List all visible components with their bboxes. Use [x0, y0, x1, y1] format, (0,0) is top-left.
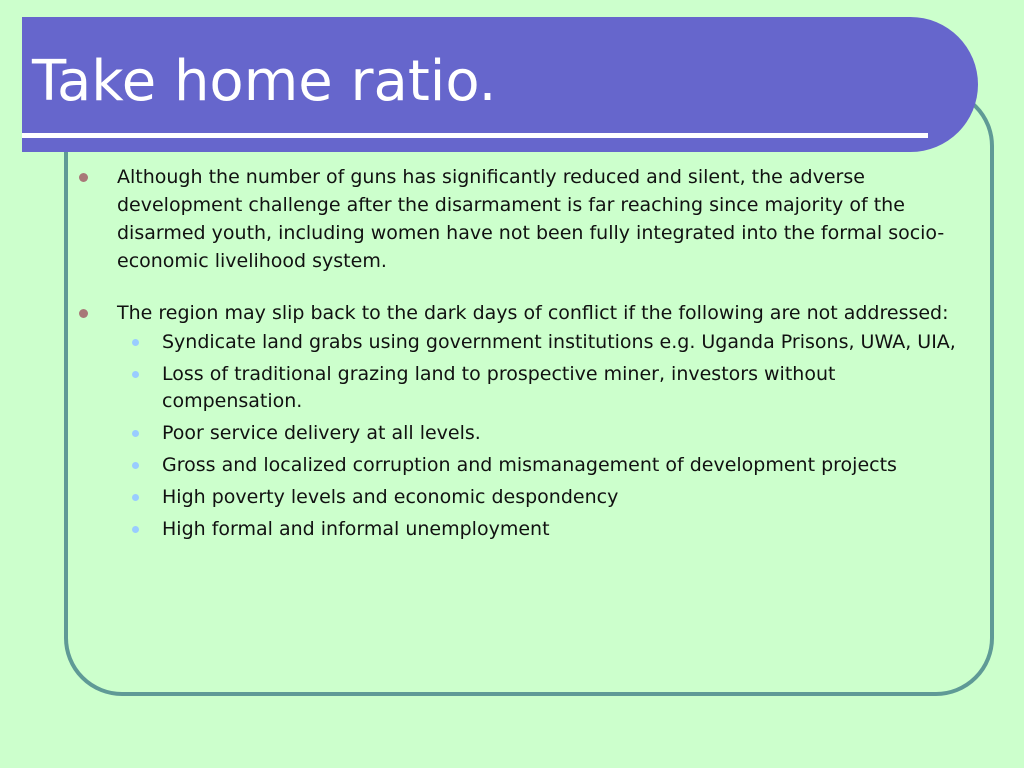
sub-bullet-text: Poor service delivery at all levels.: [162, 422, 481, 444]
sub-bullet-dot-icon: [132, 430, 139, 437]
sub-bullet-item: [117, 361, 960, 415]
sub-bullet-text: Syndicate land grabs using government institutions e.g. Uganda Prisons, UWA, UIA,: [162, 331, 956, 353]
sub-bullet-item: [117, 484, 960, 511]
sub-bullet-dot-icon: [132, 371, 139, 378]
sub-bullet-dot-icon: [132, 494, 139, 501]
sub-bullet-text: Loss of traditional grazing land to prospective miner, investors without compensation.: [162, 363, 836, 412]
sub-bullet-item: [117, 516, 960, 543]
sub-bullet-text: Gross and localized corruption and mismanagement of development projects: [162, 454, 897, 476]
sub-bullet-text: High formal and informal unemployment: [162, 518, 550, 540]
bullet-list: [70, 163, 960, 548]
sub-bullet-text: High poverty levels and economic despondency: [162, 486, 619, 508]
sub-bullet-dot-icon: [132, 339, 139, 346]
sub-bullet-item: [117, 329, 960, 356]
bullet-item: [70, 163, 960, 275]
bullet-dot-icon: [79, 173, 88, 182]
bullet-text: Although the number of guns has significantly reduced and silent, the adverse development challenge after the disarmament is far reaching since majority of the disarmed youth, including women have not been fully integrated into the formal socio-economic livelihood system.: [117, 166, 945, 272]
sub-bullet-dot-icon: [132, 462, 139, 469]
bullet-text: The region may slip back to the dark days of conflict if the following are not addressed:: [117, 302, 949, 324]
sub-bullet-list: [117, 329, 960, 543]
sub-bullet-dot-icon: [132, 526, 139, 533]
slide-title: Take home ratio.: [32, 49, 497, 114]
sub-bullet-item: [117, 452, 960, 479]
sub-bullet-item: [117, 420, 960, 447]
bullet-dot-icon: [79, 309, 88, 318]
title-underline: [22, 133, 928, 138]
bullet-item: [70, 299, 960, 543]
